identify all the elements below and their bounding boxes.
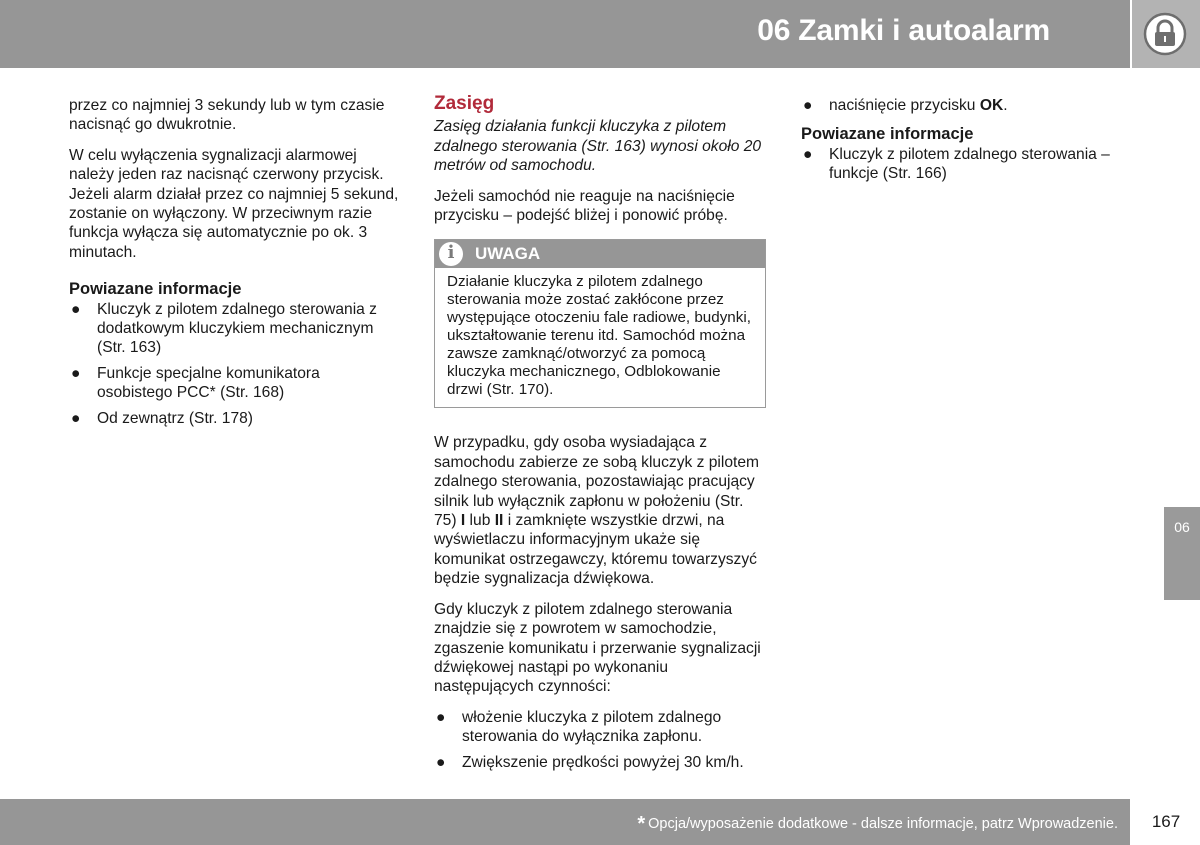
text-run: naciśnięcie przycisku [829, 97, 980, 114]
related-link[interactable]: Od zewnątrz (Str. 178) [97, 409, 253, 427]
action-text: Zwiększenie prędkości powyżej 30 km/h. [462, 753, 744, 771]
bullet-icon: ● [436, 708, 446, 726]
asterisk-mark: * [637, 813, 646, 835]
related-link[interactable]: Kluczyk z pilotem zdalnego sterowania – funkcje (Str. 166) [829, 145, 1110, 183]
text-run: . [1003, 97, 1008, 114]
chapter-icon-box [1132, 0, 1200, 68]
paragraph: przez co najmniej 3 sekundy lub w tym czasie nacisnąć go dwukrotnie. [69, 97, 385, 134]
paragraph: Jeżeli samochód nie reaguje na naciśnięcie przycisku – podejść bliżej i ponowić próbę. [434, 187, 735, 225]
related-list [69, 300, 399, 428]
warning-box [434, 239, 766, 408]
related-link[interactable]: Kluczyk z pilotem zdalnego sterowania z dodatkowym kluczykiem mechanicznym (Str. 163) [97, 300, 377, 357]
action-list [434, 708, 766, 772]
info-icon: i [439, 242, 463, 266]
switch-position-I: I [460, 512, 466, 530]
action-text: włożenie kluczyka z pilotem zdalnego sterowania do wyłącznika zapłonu. [462, 708, 722, 746]
paragraph: Gdy kluczyk z pilotem zdalnego sterowania znajdzie się z powrotem w samochodzie, zgaszenie komunikatu i przerwanie sygnalizacji dźwiękowej nastąpi po wykonaniu następujących czynności: [434, 600, 761, 696]
warning-body: Działanie kluczyka z pilotem zdalnego sterowania może zostać zakłócone przez występujące otoczeniu fale radiowe, budynki, ukształtowanie terenu itd. Samochód można zawsze zamknąć/otworzyć za pomocą kluczyka mechanicznego, Odblokowanie drzwi (Str. 170). [447, 273, 751, 399]
middle-column [434, 94, 766, 778]
warning-title: UWAGA [475, 244, 541, 264]
section-title: Zasięg [434, 93, 495, 114]
left-column [69, 96, 399, 434]
bullet-icon: ● [803, 97, 813, 114]
bullet-icon: ● [71, 364, 81, 382]
list-item [801, 96, 1136, 115]
section-intro: Zasięg działania funkcji kluczyka z pilotem zdalnego sterowania (Str. 163) wynosi około 20 metrów od samochodu. [434, 118, 762, 175]
chapter-tab-label: 06 [1174, 519, 1190, 535]
padlock-icon [1142, 12, 1188, 56]
switch-position-II: II [494, 512, 504, 530]
related-list [801, 145, 1136, 184]
bullet-icon: ● [71, 409, 81, 427]
warning-header [435, 240, 765, 268]
list-item [69, 409, 399, 428]
text-run: lub [465, 512, 495, 530]
related-heading: Powiazane informacje [69, 280, 242, 299]
ok-button-label: OK [979, 97, 1004, 114]
footer-note-text: Opcja/wyposażenie dodatkowe - dalsze informacje, patrz Wprowadzenie. [648, 816, 1118, 832]
chapter-tab[interactable] [1164, 507, 1200, 600]
related-heading: Powiazane informacje [801, 125, 974, 144]
page-number: 167 [1132, 799, 1200, 845]
paragraph [434, 433, 766, 588]
bullet-icon: ● [71, 300, 81, 318]
paragraph: W celu wyłączenia sygnalizacji alarmowej należy jeden raz nacisnąć czerwony przycisk. Jeżeli alarm działał przez co najmniej 5 sekund, zostanie on wyłączony. W przeciwnym razie funkcja wyłącza się automatycznie po ok. 3 minutach. [69, 146, 399, 261]
bullet-icon: ● [436, 753, 446, 771]
list-item [801, 145, 1136, 184]
list-item [434, 708, 766, 747]
page-header [0, 0, 1130, 68]
bullet-icon: ● [803, 145, 813, 163]
list-item [69, 300, 399, 358]
list-item [69, 364, 399, 403]
footer-note [637, 813, 1118, 836]
right-column [801, 96, 1136, 190]
chapter-title: 06 Zamki i autoalarm [757, 14, 1050, 47]
action-list-continued [801, 96, 1136, 115]
list-item [434, 753, 766, 772]
text-run: i zamknięte wszystkie drzwi, na wyświetlaczu informacyjnym ukaże się komunikat ostrzegawczy, któremu towarzyszyć będzie sygnalizacja dźwiękowa. [434, 512, 757, 588]
text-run: W przypadku, gdy osoba wysiadająca z samochodu zabierze ze sobą kluczyk z pilotem zdalnego sterowania, pozostawiając pracujący silnik lub wyłącznik zapłonu w położeniu (Str. 75) [434, 434, 760, 530]
page-footer [0, 799, 1130, 845]
related-link[interactable]: Funkcje specjalne komunikatora osobistego PCC* (Str. 168) [97, 364, 320, 402]
